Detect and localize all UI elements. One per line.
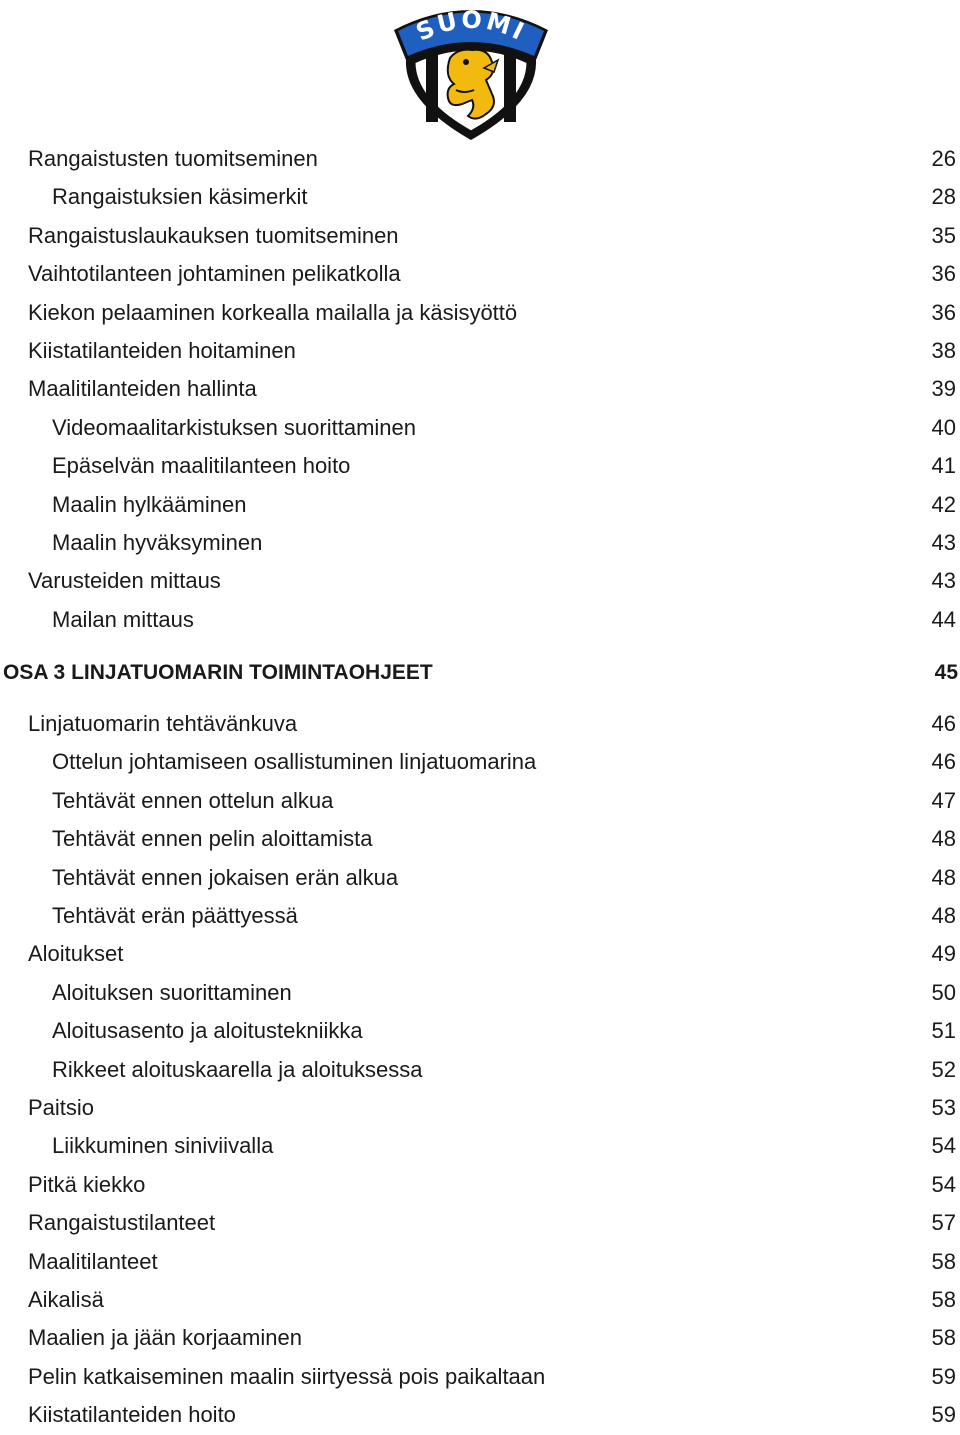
toc-entry[interactable] (0, 1396, 960, 1434)
toc-entry[interactable] (0, 332, 960, 370)
toc-entry-page-number: 40 (931, 414, 956, 440)
toc-entry-page-number: 42 (931, 491, 956, 517)
toc-entry-page-number: 48 (931, 864, 956, 890)
toc-entry-label: Tehtävät erän päättyessä (52, 903, 298, 929)
toc-entry-page-number: 36 (931, 299, 956, 325)
toc-entry-page-number: 59 (931, 1402, 956, 1428)
toc-entry-page-number: 51 (931, 1018, 956, 1044)
toc-entry-label: Vaihtotilanteen johtaminen pelikatkolla (28, 261, 401, 287)
toc-entry-label: Rangaistuslaukauksen tuomitseminen (28, 222, 399, 248)
toc-entry-label: Aloitusasento ja aloitustekniikka (52, 1018, 363, 1044)
toc-entry-label: Pelin katkaiseminen maalin siirtyessä pois paikaltaan (28, 1363, 546, 1389)
toc-entry-label: Mailan mittaus (52, 606, 194, 632)
toc-entry[interactable] (0, 486, 960, 524)
toc-entry-label: Maalitilanteet (28, 1248, 158, 1274)
section-page-number: 45 (934, 661, 958, 685)
toc-entries-after (0, 705, 960, 1434)
toc-entry-page-number: 53 (931, 1094, 956, 1120)
suomi-logo (388, 2, 554, 142)
toc-entry-page-number: 58 (931, 1325, 956, 1351)
logo-text-path: SUOMI (411, 5, 531, 47)
toc-entry-page-number: 57 (931, 1210, 956, 1236)
toc-entry-page-number: 28 (931, 184, 956, 210)
toc-entry[interactable] (0, 1204, 960, 1242)
toc-entry-label: Rangaistustilanteet (28, 1210, 216, 1236)
table-of-contents (0, 140, 960, 1435)
toc-entry-label: Kiistatilanteiden hoitaminen (28, 337, 296, 363)
toc-entry-page-number: 47 (931, 787, 956, 813)
toc-entry[interactable] (0, 974, 960, 1012)
toc-entry-label: Rangaistuksien käsimerkit (52, 184, 308, 210)
toc-entry-label: Rangaistusten tuomitseminen (28, 146, 318, 171)
toc-entry-page-number: 59 (931, 1363, 956, 1389)
toc-entry-label: Epäselvän maalitilanteen hoito (52, 453, 351, 479)
toc-entry[interactable] (0, 1281, 960, 1319)
toc-entry-page-number: 38 (931, 337, 956, 363)
toc-entry[interactable] (0, 409, 960, 447)
toc-entry[interactable] (0, 743, 960, 781)
toc-entry[interactable] (0, 1166, 960, 1204)
section-heading[interactable] (0, 644, 960, 702)
toc-entry-label: Paitsio (28, 1094, 95, 1120)
toc-entry[interactable] (0, 370, 960, 408)
toc-entries-before (0, 140, 960, 639)
toc-entry-page-number: 49 (931, 941, 956, 967)
toc-entry[interactable] (0, 1012, 960, 1050)
toc-entry[interactable] (0, 1358, 960, 1396)
toc-entry-label: Tehtävät ennen pelin aloittamista (52, 826, 373, 852)
toc-entry-page-number: 48 (931, 903, 956, 929)
toc-entry-label: Ottelun johtamiseen osallistuminen linjatuomarina (52, 749, 537, 775)
toc-entry[interactable] (0, 1319, 960, 1357)
toc-entry[interactable] (0, 1051, 960, 1089)
toc-entry-label: Maalitilanteiden hallinta (28, 376, 257, 402)
toc-entry[interactable] (0, 1089, 960, 1127)
toc-entry[interactable] (0, 294, 960, 332)
toc-entry-page-number: 46 (931, 749, 956, 775)
toc-entry-label: Varusteiden mittaus (28, 568, 221, 594)
toc-entry[interactable] (0, 217, 960, 255)
toc-entry[interactable] (0, 140, 960, 178)
toc-entry-page-number: 35 (931, 222, 956, 248)
toc-entry-label: Maalin hyväksyminen (52, 529, 263, 555)
toc-entry[interactable] (0, 820, 960, 858)
toc-entry[interactable] (0, 524, 960, 562)
toc-entry-label: Maalien ja jään korjaaminen (28, 1325, 302, 1351)
toc-entry-label: Videomaalitarkistuksen suorittaminen (52, 414, 416, 440)
toc-entry-label: Kiekon pelaaminen korkealla mailalla ja käsisyöttö (28, 299, 518, 325)
toc-entry-page-number: 43 (931, 568, 956, 594)
toc-entry-page-number: 46 (931, 711, 956, 737)
toc-entry[interactable] (0, 897, 960, 935)
toc-entry-label: Maalin hylkääminen (52, 491, 247, 517)
toc-entry-page-number: 36 (931, 261, 956, 287)
toc-entry-label: Tehtävät ennen jokaisen erän alkua (52, 864, 399, 890)
toc-entry[interactable] (0, 562, 960, 600)
toc-entry-label: Kiistatilanteiden hoito (28, 1402, 236, 1428)
toc-entry[interactable] (0, 447, 960, 485)
toc-entry-page-number: 43 (931, 529, 956, 555)
toc-entry-page-number: 41 (931, 453, 956, 479)
toc-entry-label: Liikkuminen siniviivalla (52, 1133, 274, 1159)
toc-entry-page-number: 54 (931, 1133, 956, 1159)
toc-entry-page-number: 50 (931, 979, 956, 1005)
toc-entry-page-number: 54 (931, 1171, 956, 1197)
toc-entry-label: Linjatuomarin tehtävänkuva (28, 711, 298, 737)
toc-entry[interactable] (0, 782, 960, 820)
toc-entry-label: Pitkä kiekko (28, 1171, 146, 1197)
toc-entry[interactable] (0, 255, 960, 293)
toc-entry[interactable] (0, 601, 960, 639)
toc-entry-page-number: 52 (931, 1056, 956, 1082)
toc-entry[interactable] (0, 178, 960, 216)
toc-entry[interactable] (0, 1243, 960, 1281)
toc-entry-page-number: 58 (931, 1286, 956, 1312)
toc-entry-label: Tehtävät ennen ottelun alkua (52, 787, 334, 813)
toc-entry-page-number: 48 (931, 826, 956, 852)
toc-entry-page-number: 44 (931, 606, 956, 632)
toc-entry-label: Aloituksen suorittaminen (52, 979, 292, 1005)
toc-entry[interactable] (0, 859, 960, 897)
toc-entry-page-number: 26 (931, 146, 956, 171)
toc-entry[interactable] (0, 1127, 960, 1165)
toc-entry[interactable] (0, 935, 960, 973)
toc-entry-page-number: 58 (931, 1248, 956, 1274)
toc-entry-page-number: 39 (931, 376, 956, 402)
toc-entry-label: Aloitukset (28, 941, 124, 967)
section-label: OSA 3 LINJATUOMARIN TOIMINTAOHJEET (3, 661, 433, 685)
toc-entry-label: Rikkeet aloituskaarella ja aloituksessa (52, 1056, 423, 1082)
toc-entry-label: Aikalisä (28, 1286, 104, 1312)
toc-entry[interactable] (0, 705, 960, 743)
